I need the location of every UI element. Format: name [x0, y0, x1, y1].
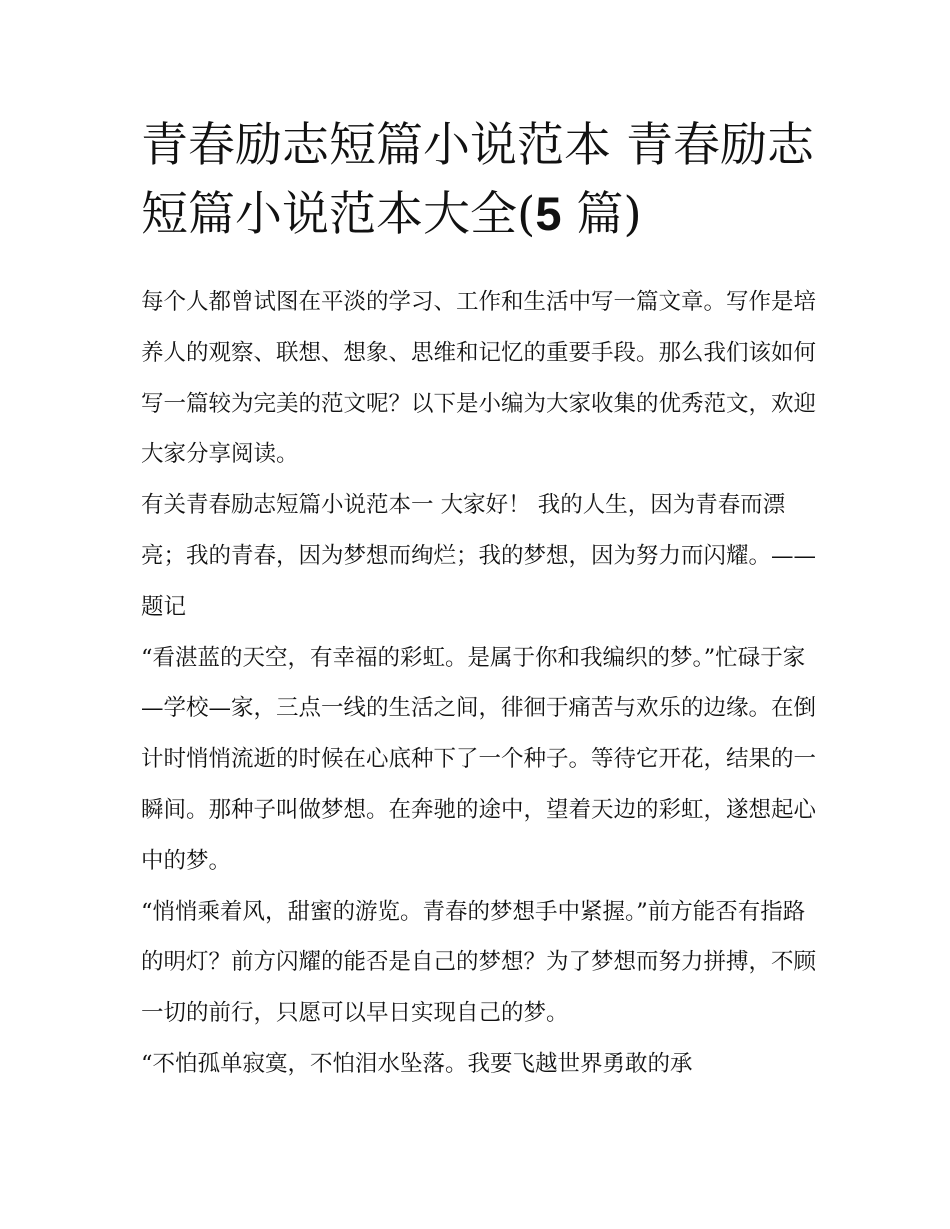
paragraph-4: “不怕孤单寂寞，不怕泪水坠落。我要飞越世界勇敢的承: [141, 1050, 693, 1077]
title-main-text: 青春励志短篇小说范本 青春励志短篇小说范本大全(: [141, 118, 814, 242]
paragraph-3: “悄悄乘着风，甜蜜的游览。青春的梦想手中紧握。”前方能否有指路的明灯？前方闪耀的能否是自己的梦想？为了梦想而努力拼搏，不顾一切的前行，只愿可以早日实现自己的梦。: [141, 898, 817, 1027]
paragraph-1: 有关青春励志短篇小说范本一 大家好！ 我的人生，因为青春而漂亮；我的青春，因为梦想而绚烂；我的梦想，因为努力而闪耀。——题记: [141, 492, 817, 620]
paragraph-intro: 每个人都曾试图在平淡的学习、工作和生活中写一篇文章。写作是培养人的观察、联想、想象、思维和记忆的重要手段。那么我们该如何写一篇较为完美的范文呢？以下是小编为大家收集的优秀范文，欢迎大家分享阅读。: [141, 289, 817, 468]
title-tail-text: 篇): [561, 187, 642, 242]
document-body: [141, 277, 817, 1090]
title-count: 5: [535, 187, 562, 240]
paragraph-2: “看湛蓝的天空，有幸福的彩虹。是属于你和我编织的梦。”忙碌于家—学校—家，三点一线的生活之间，徘徊于痛苦与欢乐的边缘。在倒计时悄悄流逝的时候在心底种下了一个种子。等待它开花，结果的一瞬间。那种子叫做梦想。在奔驰的途中，望着天边的彩虹，遂想起心中的梦。: [141, 644, 817, 874]
document-title: [141, 112, 821, 249]
